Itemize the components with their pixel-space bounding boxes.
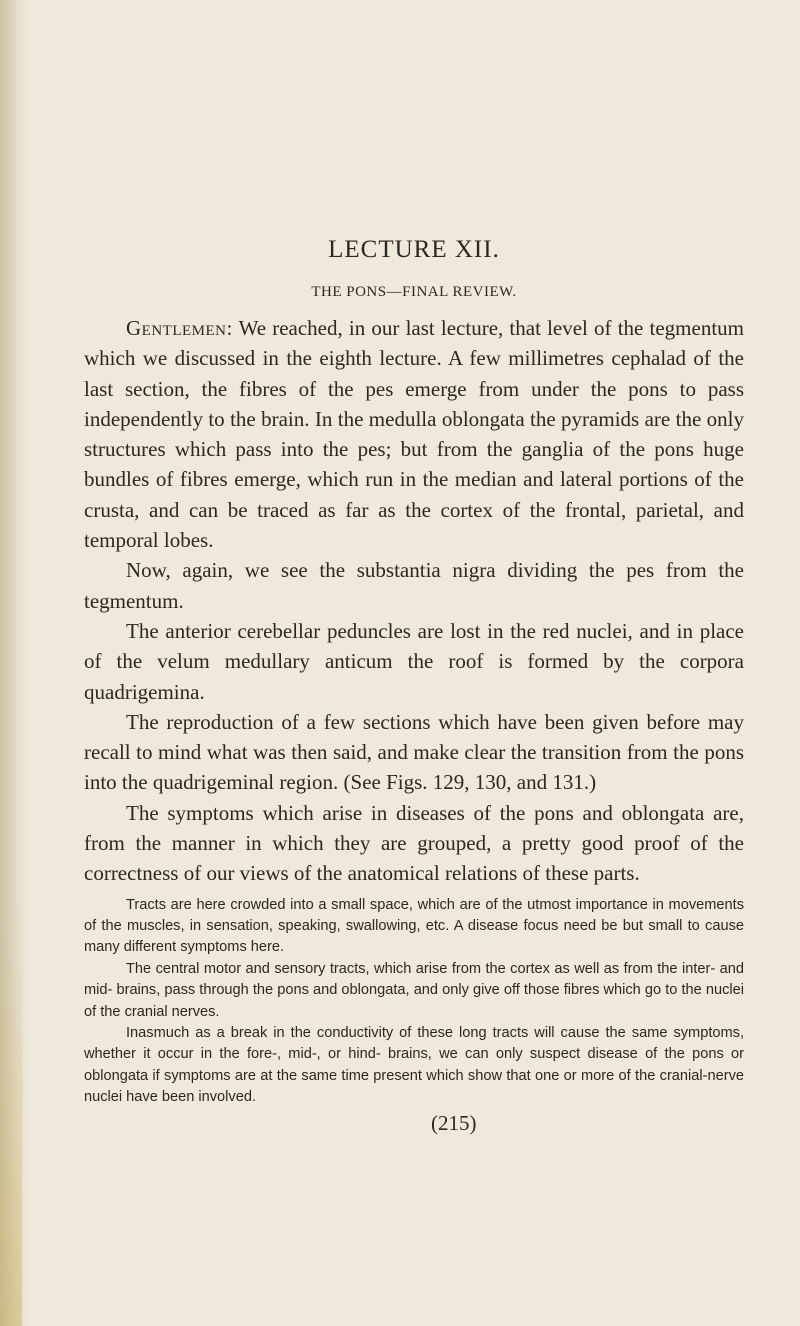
section-heading: THE PONS—FINAL REVIEW. xyxy=(311,284,517,300)
paragraph-2: Now, again, we see the substantia nigra dividing the pes from the tegmentum. xyxy=(84,558,744,613)
paragraph-1-text: We reached, in our last lecture, that level of the tegmentum which we discussed in the eighth lecture. A few millimetres cephalad of the last section, the fibres of the pes emerge from under the pons to pass independently to the brain. In the medulla oblongata the pyramids are the only structures which pass into the pes; but from the ganglia of the pons huge bundles of fibres emerge, which run in the median and lateral portions of the crusta, and can be traced as far as the cortex of the frontal, parietal, and temporal lobes. xyxy=(84,316,744,553)
page-number: (215) xyxy=(431,1111,477,1135)
page-edge-stain xyxy=(0,900,22,1326)
small-paragraph-2: The central motor and sensory tracts, which arise from the cortex as well as from the inter- and mid- brains, pass through the pons and oblongata, and only give off those fibres which go to the nuclei of the cranial nerves. xyxy=(84,960,744,1020)
small-print-block xyxy=(84,895,744,1109)
small-paragraph-1: Tracts are here crowded into a small space, which are of the utmost importance in movements of the muscles, in sensation, speaking, swallowing, etc. A disease focus need be but small to cause many different symptoms here. xyxy=(84,896,744,956)
lecture-title: LECTURE XII. xyxy=(328,236,500,263)
page-content xyxy=(84,236,744,1109)
paragraph-3: The anterior cerebellar peduncles are lost in the red nuclei, and in place of the velum medullary anticum the roof is formed by the corpora quadrigemina. xyxy=(84,618,744,704)
paragraph-4: The reproduction of a few sections which have been given before may recall to mind what was then said, and make clear the transition from the pons into the quadrigeminal region. (See Figs. 129, 130, and 131.) xyxy=(84,709,744,795)
paragraph-5: The symptoms which arise in diseases of the pons and oblongata are, from the manner in which they are grouped, a pretty good proof of the correctness of our views of the anatomical relations of these parts. xyxy=(84,800,744,886)
paragraph-1 xyxy=(84,313,744,555)
small-paragraph-3: Inasmuch as a break in the conductivity of these long tracts will cause the same symptoms, whether it occur in the fore-, mid-, or hind- brains, we can only suspect disease of the pons or oblongata if symptoms are at the same time present which show that one or more of the cranial-nerve nuclei have been involved. xyxy=(84,1025,744,1106)
salutation: Gentlemen: xyxy=(126,316,233,340)
